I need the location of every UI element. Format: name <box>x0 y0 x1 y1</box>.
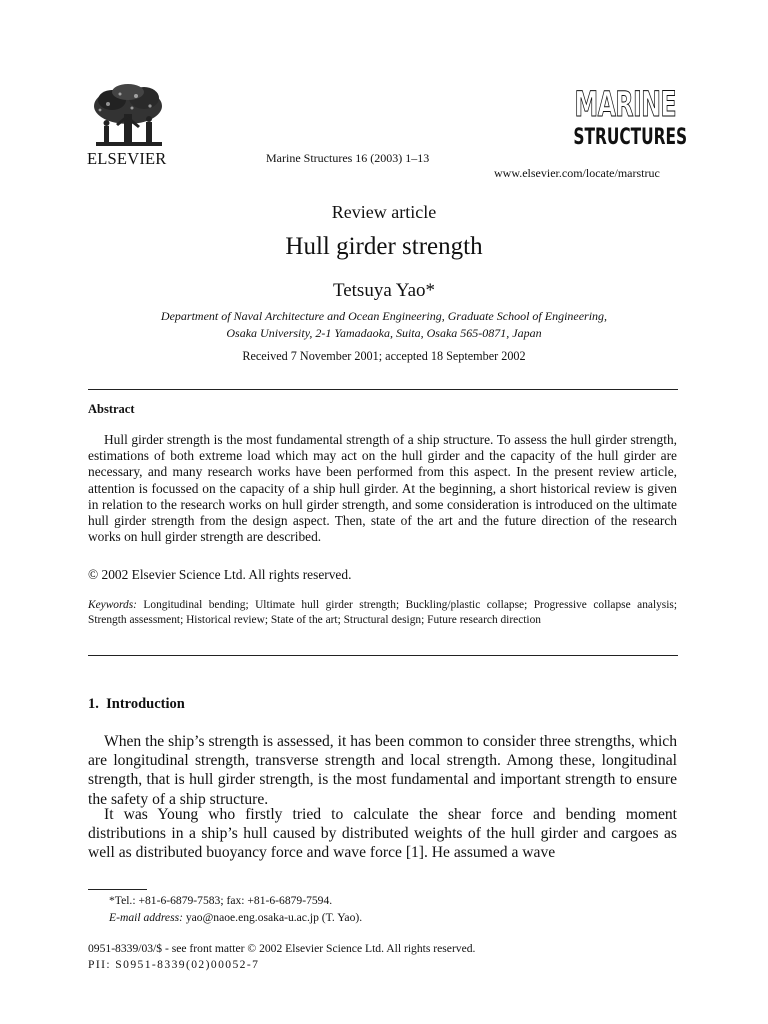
footnote-contact: *Tel.: +81-6-6879-7583; fax: +81-6-6879-7594. <box>109 894 333 907</box>
affiliation-line-1: Department of Naval Architecture and Ocean Engineering, Graduate School of Engineering, <box>160 309 608 323</box>
abstract-heading: Abstract <box>88 402 135 416</box>
intro-paragraph-2: It was Young who firstly tried to calculate the shear force and bending moment distributions in a ship’s hull caused by distributed weights of the hull girder and cargoes as well as distributed buoyancy force and wave force [1]. He assumed a wave <box>88 806 677 862</box>
issn-line: 0951-8339/03/$ - see front matter © 2002 Elsevier Science Ltd. All rights reserved. <box>88 942 476 955</box>
publisher-name: ELSEVIER <box>87 149 167 168</box>
email-label: E-mail address: <box>109 911 183 924</box>
abstract-top-divider <box>88 389 678 390</box>
journal-logo-bottom-text: STRUCTURES <box>573 125 688 150</box>
abstract-copyright: © 2002 Elsevier Science Ltd. All rights reserved. <box>88 567 352 582</box>
keywords <box>88 598 677 627</box>
journal-logo-top-text: MARINE <box>574 85 676 125</box>
keywords-label: Keywords: <box>88 599 137 611</box>
keywords-text: Longitudinal bending; Ultimate hull girder strength; Buckling/plastic collapse; Progressive collapse analysis; Strength assessment; Historical review; State of the art; Structural design; Future research direction <box>88 599 677 626</box>
intro-paragraph-1: When the ship’s strength is assessed, it has been common to consider three strengths, which are longitudinal strength, transverse strength and local strength. Among these, longitudinal strength, that is hull girder strength, is the most fundamental and important strength to ensure the safety of a ship structure. <box>88 733 677 808</box>
journal-logo <box>556 85 688 160</box>
footnote-divider <box>88 889 147 890</box>
elsevier-tree-logo <box>88 84 168 152</box>
article-authors: Tetsuya Yao* <box>332 280 436 301</box>
article-title: Hull girder strength <box>285 233 483 260</box>
journal-citation: Marine Structures 16 (2003) 1–13 <box>266 151 430 165</box>
received-dates: Received 7 November 2001; accepted 18 September 2002 <box>242 349 526 363</box>
pii-line: PII: S0951-8339(02)00052-7 <box>88 958 260 971</box>
section-heading: 1. Introduction <box>88 696 185 712</box>
journal-url-link[interactable]: www.elsevier.com/locate/marstruc <box>494 166 660 180</box>
author-affiliation <box>0 308 768 342</box>
article-type: Review article <box>331 202 437 222</box>
abstract-bottom-divider <box>88 655 678 656</box>
abstract-body: Hull girder strength is the most fundamental strength of a ship structure. To assess the hull girder strength, estimations of both extreme load which may act on the hull girder and the capacity of the hull girder are necessary, and many research works have been performed from this aspect. In the present review article, attention is focussed on the capacity of a ship hull girder. At the beginning, a short historical review is given in relation to the research works on hull girder strength, and some consideration is introduced on the ultimate hull girder strength from the design aspect. Then, state of the art and the future direction of the research works on hull girder strength are described. <box>88 432 677 545</box>
footnote-email <box>109 911 362 924</box>
affiliation-line-2: Osaka University, 2-1 Yamadaoka, Suita, Osaka 565-0871, Japan <box>226 326 542 340</box>
email-address[interactable]: yao@naoe.eng.osaka-u.ac.jp (T. Yao). <box>182 911 363 924</box>
